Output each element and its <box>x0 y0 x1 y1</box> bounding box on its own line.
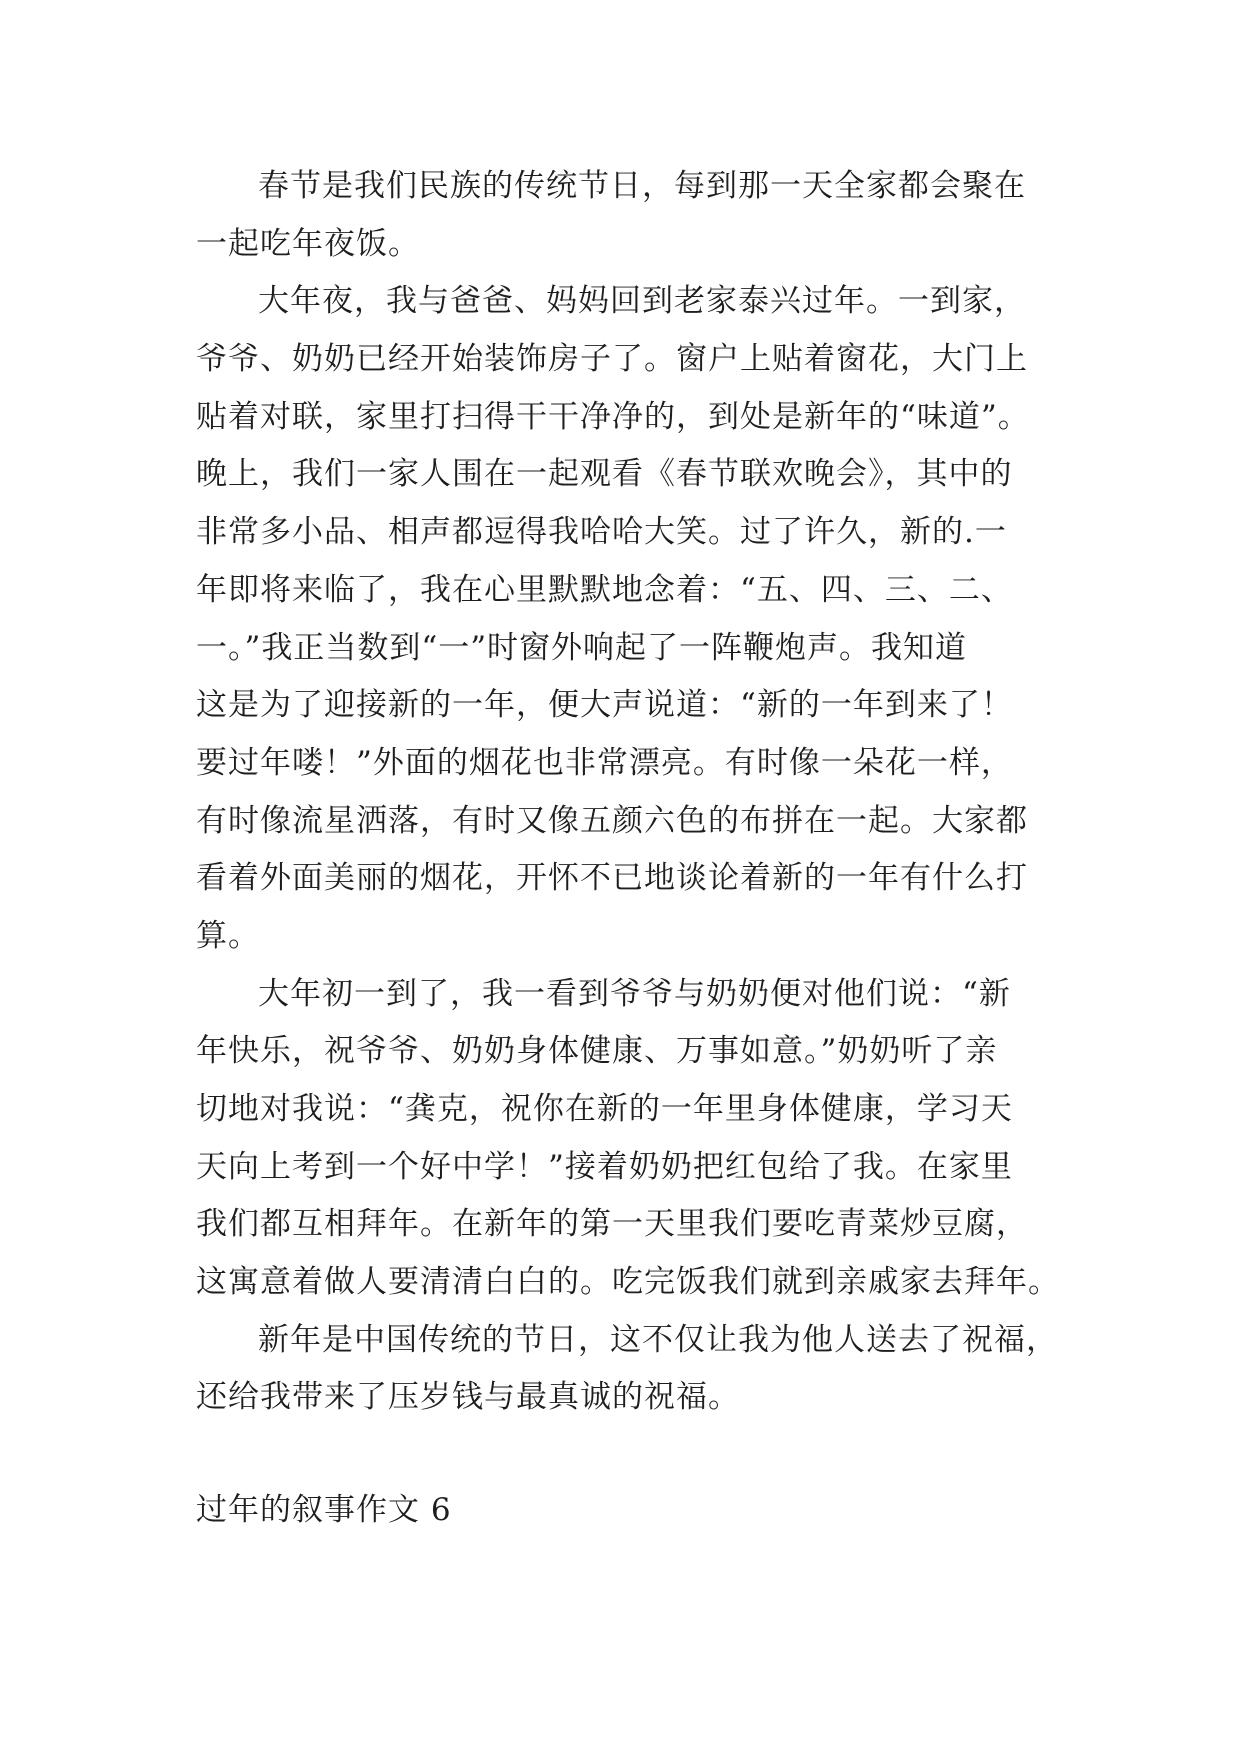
paragraph-1 <box>196 158 1076 273</box>
paragraph-4 <box>196 1312 1076 1427</box>
text-line: 算。 <box>196 917 260 954</box>
text-line: 还给我带来了压岁钱与最真诚的祝福。 <box>196 1379 740 1416</box>
section-heading: 过年的叙事作文 6 <box>196 1492 452 1528</box>
text-line: 爷爷、奶奶已经开始装饰房子了。窗户上贴着窗花，大门上 <box>196 341 1028 378</box>
text-line: 切地对我说：“龚克，祝你在新的一年里身体健康，学习天 <box>196 1091 1013 1127</box>
text-line: 天向上考到一个好中学！”接着奶奶把红包给了我。在家里 <box>196 1148 1013 1185</box>
text-line: 非常多小品、相声都逗得我哈哈大笑。过了许久，新的.一 <box>196 514 1007 551</box>
paragraph-2 <box>196 273 1076 965</box>
text-line: 大年夜，我与爸爸、妈妈回到老家泰兴过年。一到家， <box>258 283 1026 320</box>
text-line: 这寓意着做人要清清白白的。吃完饭我们就到亲戚家去拜年。 <box>196 1264 1060 1301</box>
document-body <box>196 158 1076 1427</box>
text-line: 有时像流星洒落，有时又像五颜六色的布拼在一起。大家都 <box>196 802 1028 839</box>
text-line: 春节是我们民族的传统节日，每到那一天全家都会聚在 <box>258 168 1026 204</box>
paragraph-3 <box>196 966 1076 1312</box>
text-line: 要过年喽！”外面的烟花也非常漂亮。有时像一朵花一样， <box>196 744 1013 781</box>
text-line: 这是为了迎接新的一年，便大声说道：“新的一年到来了！ <box>196 687 1013 724</box>
text-line: 晚上，我们一家人围在一起观看《春节联欢晚会》，其中的 <box>196 456 1013 493</box>
text-line: 年即将来临了，我在心里默默地念着：“五、四、三、二、 <box>196 571 1013 608</box>
text-line: 新年是中国传统的节日，这不仅让我为他人送去了祝福， <box>258 1321 1058 1358</box>
text-line: 年快乐，祝爷爷、奶奶身体健康、万事如意。”奶奶听了亲 <box>196 1033 998 1070</box>
text-line: 贴着对联，家里打扫得干干净净的，到处是新年的“味道”。 <box>196 398 1030 435</box>
text-line: 一起吃年夜饭。 <box>196 225 420 262</box>
text-line: 一。”我正当数到“一”时窗外响起了一阵鞭炮声。我知道 <box>196 629 968 666</box>
text-line: 大年初一到了，我一看到爷爷与奶奶便对他们说：“新 <box>258 975 1011 1012</box>
text-line: 我们都互相拜年。在新年的第一天里我们要吃青菜炒豆腐， <box>196 1206 1028 1243</box>
text-line: 看着外面美丽的烟花，开怀不已地谈论着新的一年有什么打 <box>196 860 1028 897</box>
